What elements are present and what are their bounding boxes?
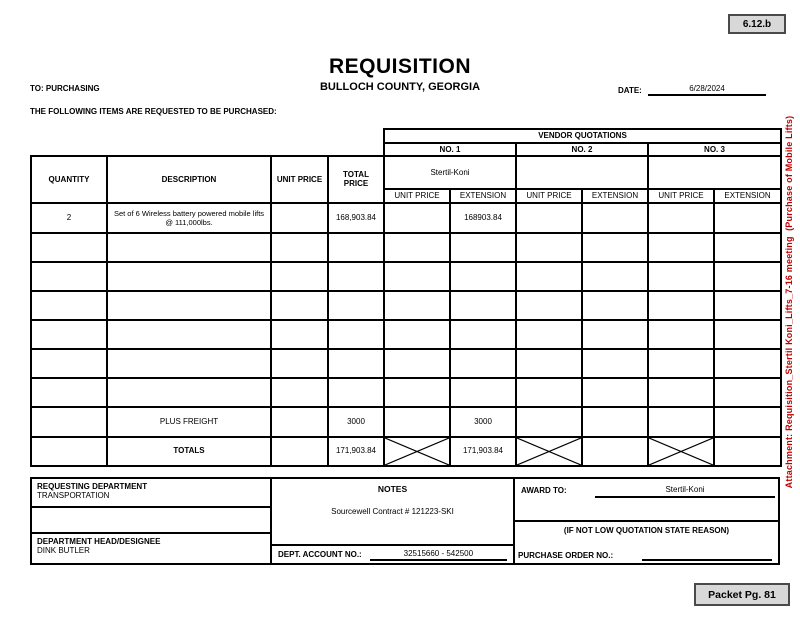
v1-extension-cell — [450, 233, 516, 262]
v3-extension-cell — [714, 378, 781, 407]
v1-unit-price-cell — [384, 233, 450, 262]
unit-price-column-header: UNIT PRICE — [271, 156, 328, 203]
total-price-cell: 3000 — [328, 407, 384, 437]
v1-unit-price-cell — [384, 378, 450, 407]
total-price-column-header: TOTAL PRICE — [328, 156, 384, 203]
divider — [515, 520, 778, 522]
v3-unit-price-cell — [648, 349, 714, 378]
description-cell — [107, 262, 271, 291]
v1-unit-price-cell — [384, 291, 450, 320]
v2-extension-cell — [582, 378, 648, 407]
total-price-cell — [328, 378, 384, 407]
quantity-cell — [31, 349, 107, 378]
v3-extension-cell — [714, 262, 781, 291]
total-price-cell — [328, 262, 384, 291]
table-row — [31, 320, 781, 349]
table-row-plus-freight — [31, 407, 781, 437]
v3-unit-price-crossed-cell — [648, 437, 714, 466]
purchase-order-value-field — [642, 549, 772, 561]
packet-page-badge — [694, 583, 790, 606]
unit-price-cell — [271, 320, 328, 349]
cross-out-icon — [517, 438, 581, 465]
description-cell — [107, 320, 271, 349]
v2-unit-price-crossed-cell — [516, 437, 582, 466]
v2-unit-price-cell — [516, 262, 582, 291]
v2-extension-cell — [582, 233, 648, 262]
v3-extension-cell — [714, 203, 781, 233]
v1-extension-cell: 168903.84 — [450, 203, 516, 233]
v3-extension-cell — [714, 291, 781, 320]
v1-unit-price-crossed-cell — [384, 437, 450, 466]
v3-unit-price-cell — [648, 378, 714, 407]
description-cell — [107, 378, 271, 407]
v3-unit-price-cell — [648, 291, 714, 320]
quantity-cell — [31, 437, 107, 466]
v3-unit-price-cell — [648, 320, 714, 349]
v2-extension-cell — [582, 203, 648, 233]
v2-extension-cell — [582, 320, 648, 349]
department-head-value: DINK BUTLER — [37, 546, 90, 555]
v2-extension-cell — [582, 291, 648, 320]
quantity-cell — [31, 233, 107, 262]
instruction-line: THE FOLLOWING ITEMS ARE REQUESTED TO BE PURCHASED: — [30, 107, 277, 116]
v2-extension-cell — [582, 349, 648, 378]
cross-out-icon — [385, 438, 449, 465]
quantity-column-header: QUANTITY — [31, 156, 107, 203]
department-head-label: DEPARTMENT HEAD/DESIGNEE — [37, 537, 161, 546]
unit-price-cell — [271, 262, 328, 291]
table-row — [31, 203, 781, 233]
v2-unit-price-cell — [516, 233, 582, 262]
v2-extension-cell — [582, 262, 648, 291]
quantity-cell — [31, 320, 107, 349]
v1-extension-cell — [450, 291, 516, 320]
vendor3-extension-subheader: EXTENSION — [714, 189, 781, 203]
award-box — [513, 477, 780, 565]
vendor2-unit-price-subheader: UNIT PRICE — [516, 189, 582, 203]
notes-box — [270, 477, 515, 565]
spacer-cell — [31, 129, 384, 143]
cross-out-icon — [649, 438, 713, 465]
total-price-cell — [328, 320, 384, 349]
v2-extension-cell — [582, 407, 648, 437]
to-purchasing-label: TO: PURCHASING — [30, 84, 100, 93]
v2-unit-price-cell — [516, 320, 582, 349]
award-to-label: AWARD TO: — [521, 486, 567, 495]
quantity-cell — [31, 262, 107, 291]
agenda-item-badge — [728, 14, 786, 34]
v1-unit-price-cell — [384, 407, 450, 437]
requisition-table — [30, 128, 782, 467]
vendor-no3-header: NO. 3 — [648, 143, 781, 157]
v1-extension-cell: 3000 — [450, 407, 516, 437]
v1-unit-price-cell — [384, 349, 450, 378]
vendor1-extension-subheader: EXTENSION — [450, 189, 516, 203]
purchase-order-label: PURCHASE ORDER NO.: — [518, 551, 614, 560]
v3-unit-price-cell — [648, 203, 714, 233]
attachment-sidebar-text: Attachment: Requisition_Stertil Koni_Lifts_7-16 meeting (Purchase of Mobile Lifts) — [784, 115, 794, 489]
v1-unit-price-cell — [384, 203, 450, 233]
vendor3-name — [648, 156, 781, 189]
v1-extension-cell — [450, 349, 516, 378]
agenda-item-number: 6.12.b — [742, 18, 772, 30]
v3-extension-cell — [714, 233, 781, 262]
description-cell: PLUS FREIGHT — [107, 407, 271, 437]
low-quotation-note: (IF NOT LOW QUOTATION STATE REASON) — [563, 526, 730, 535]
v3-unit-price-cell — [648, 407, 714, 437]
v1-unit-price-cell — [384, 262, 450, 291]
spacer-cell — [31, 143, 384, 157]
vendor2-extension-subheader: EXTENSION — [582, 189, 648, 203]
requesting-department-cell — [32, 479, 270, 508]
total-price-cell — [328, 349, 384, 378]
v2-unit-price-cell — [516, 203, 582, 233]
dept-account-row — [272, 544, 513, 563]
quantity-cell — [31, 291, 107, 320]
unit-price-cell — [271, 203, 328, 233]
v2-extension-cell — [582, 437, 648, 466]
unit-price-cell — [271, 291, 328, 320]
v3-extension-cell — [714, 407, 781, 437]
v2-unit-price-cell — [516, 349, 582, 378]
v2-unit-price-cell — [516, 407, 582, 437]
table-row — [31, 349, 781, 378]
table-row — [31, 262, 781, 291]
v3-unit-price-cell — [648, 262, 714, 291]
notes-label: NOTES — [377, 484, 408, 494]
description-column-header: DESCRIPTION — [107, 156, 271, 203]
table-row — [31, 291, 781, 320]
unit-price-cell — [271, 407, 328, 437]
v1-extension-cell: 171,903.84 — [450, 437, 516, 466]
v1-extension-cell — [450, 262, 516, 291]
notes-value: Sourcewell Contract # 121223-SKI — [331, 507, 454, 516]
table-row — [31, 233, 781, 262]
page-title: REQUISITION — [328, 55, 471, 78]
description-cell — [107, 291, 271, 320]
department-head-cell — [32, 534, 270, 561]
date-value-field: 6/28/2024 — [648, 81, 766, 96]
empty-cell — [32, 508, 270, 534]
vendor-no1-header: NO. 1 — [384, 143, 516, 157]
requesting-department-box — [30, 477, 272, 565]
dept-account-label: DEPT. ACCOUNT NO.: — [278, 550, 362, 559]
packet-page-number: Packet Pg. 81 — [708, 588, 776, 601]
page-subtitle: BULLOCH COUNTY, GEORGIA — [319, 81, 481, 93]
vendor-quotations-header: VENDOR QUOTATIONS — [384, 129, 781, 143]
requesting-department-label: REQUESTING DEPARTMENT — [37, 482, 148, 491]
v3-unit-price-cell — [648, 233, 714, 262]
quantity-cell — [31, 378, 107, 407]
v2-unit-price-cell — [516, 291, 582, 320]
total-price-cell — [328, 291, 384, 320]
description-cell — [107, 233, 271, 262]
vendor1-unit-price-subheader: UNIT PRICE — [384, 189, 450, 203]
v3-extension-cell — [714, 349, 781, 378]
total-price-cell: 168,903.84 — [328, 203, 384, 233]
v3-extension-cell — [714, 320, 781, 349]
vendor2-name — [516, 156, 648, 189]
table-row — [31, 378, 781, 407]
award-to-value-field: Stertil-Koni — [595, 481, 775, 498]
v3-extension-cell — [714, 437, 781, 466]
total-price-cell: 171,903.84 — [328, 437, 384, 466]
unit-price-cell — [271, 378, 328, 407]
unit-price-cell — [271, 349, 328, 378]
vendor3-unit-price-subheader: UNIT PRICE — [648, 189, 714, 203]
description-cell: Set of 6 Wireless battery powered mobile lifts @ 111,000lbs. — [107, 203, 271, 233]
requesting-department-value: TRANSPORTATION — [37, 491, 110, 500]
vendor1-name: Stertil-Koni — [384, 156, 516, 189]
vendor-no2-header: NO. 2 — [516, 143, 648, 157]
unit-price-cell — [271, 437, 328, 466]
dept-account-value-field: 32515660 - 542500 — [370, 549, 507, 561]
quantity-cell: 2 — [31, 203, 107, 233]
v2-unit-price-cell — [516, 378, 582, 407]
totals-label-cell: TOTALS — [107, 437, 271, 466]
v1-extension-cell — [450, 378, 516, 407]
total-price-cell — [328, 233, 384, 262]
unit-price-cell — [271, 233, 328, 262]
v1-unit-price-cell — [384, 320, 450, 349]
v1-extension-cell — [450, 320, 516, 349]
date-label: DATE: — [618, 86, 642, 95]
description-cell — [107, 349, 271, 378]
quantity-cell — [31, 407, 107, 437]
table-row-totals — [31, 437, 781, 466]
